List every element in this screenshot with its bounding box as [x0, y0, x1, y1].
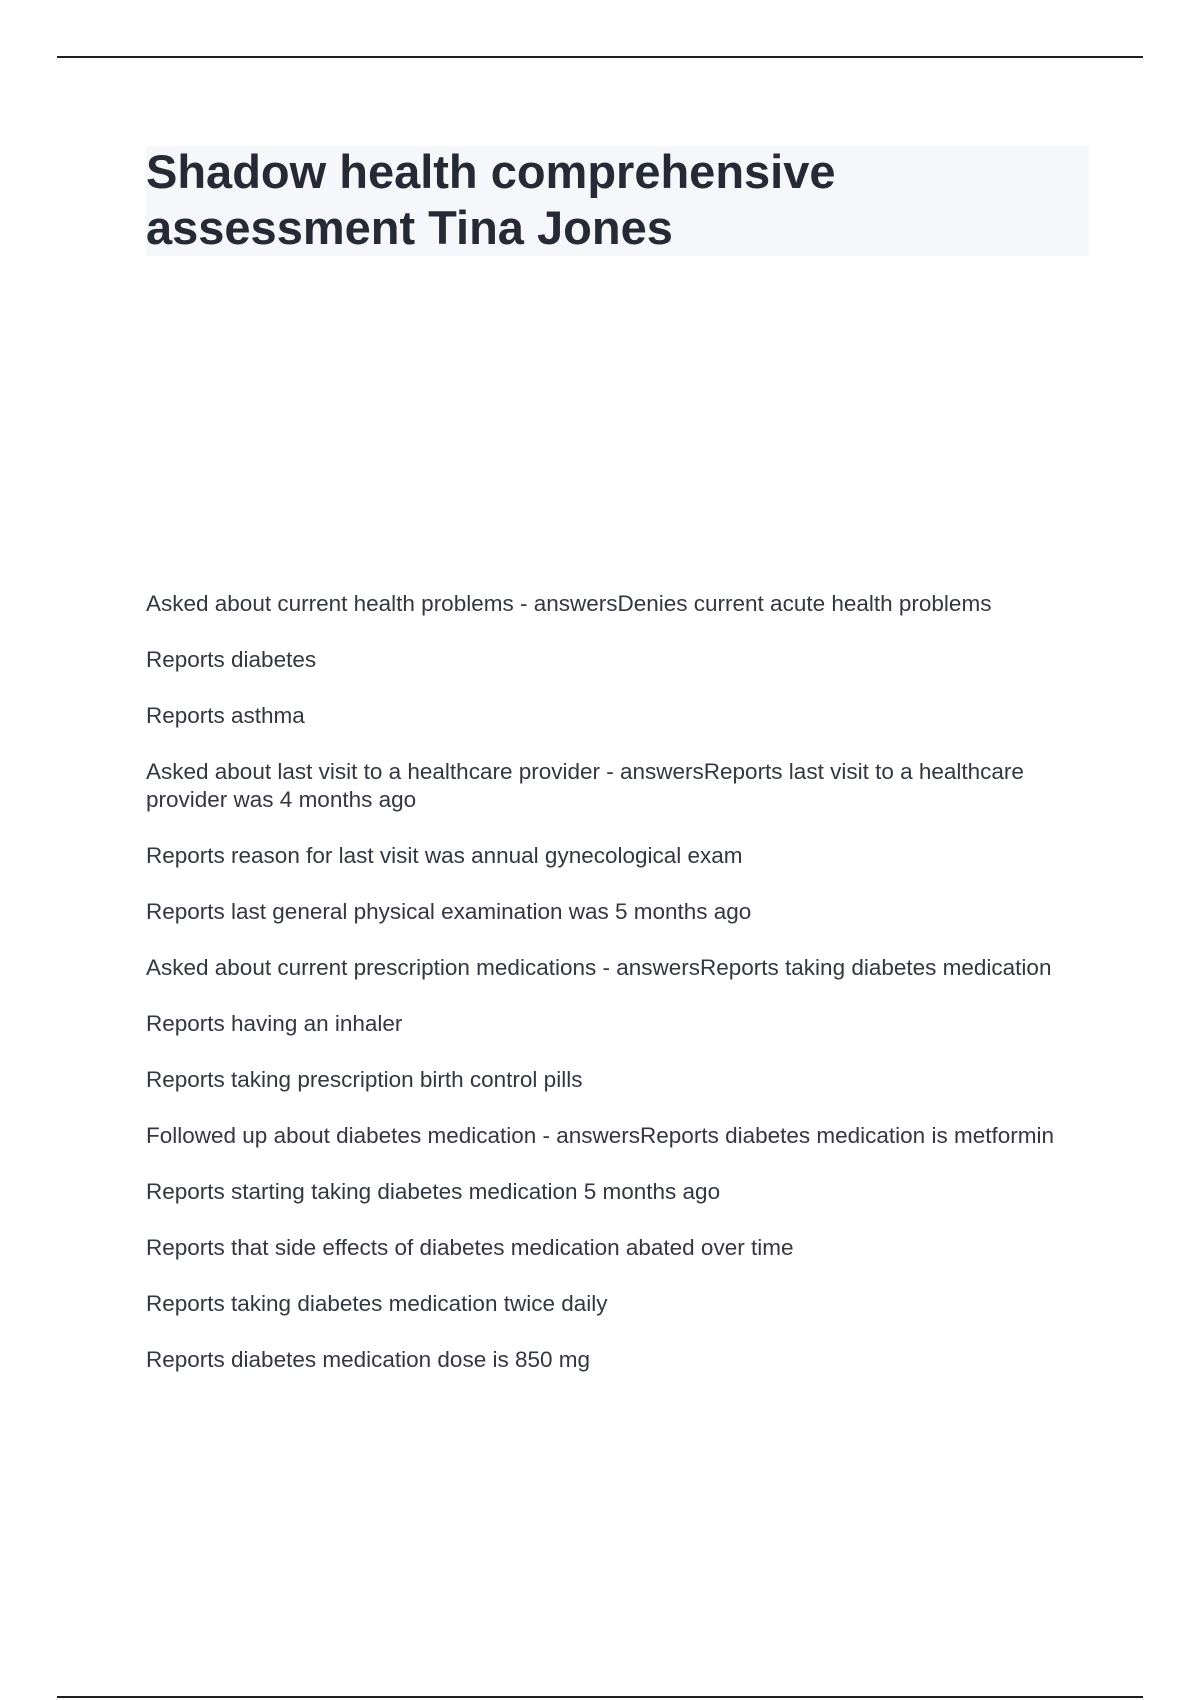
- list-item: Asked about last visit to a healthcare provider - answersReports last visit to a healthcare provider was 4 months ago: [146, 759, 1024, 812]
- list-item: Reports asthma: [146, 703, 305, 728]
- list-item: Reports reason for last visit was annual gynecological exam: [146, 843, 743, 868]
- list-item: Reports last general physical examination was 5 months ago: [146, 899, 752, 924]
- answer-list: [146, 590, 1076, 1402]
- list-item: Asked about current prescription medications - answersReports taking diabetes medication: [146, 955, 1052, 980]
- page-title: Shadow health comprehensive assessment Tina Jones: [146, 145, 836, 254]
- list-item: Reports having an inhaler: [146, 1011, 403, 1036]
- list-item: Reports taking prescription birth control pills: [146, 1067, 583, 1092]
- list-item: Reports taking diabetes medication twice daily: [146, 1291, 608, 1316]
- top-divider: [57, 56, 1143, 58]
- list-item: Asked about current health problems - answersDenies current acute health problems: [146, 591, 992, 616]
- list-item: Reports diabetes: [146, 647, 317, 672]
- bottom-divider: [57, 1696, 1143, 1698]
- list-item: Reports that side effects of diabetes medication abated over time: [146, 1235, 794, 1260]
- list-item: Reports starting taking diabetes medication 5 months ago: [146, 1179, 721, 1204]
- list-item: Followed up about diabetes medication - answersReports diabetes medication is metformin: [146, 1123, 1054, 1148]
- list-item: Reports diabetes medication dose is 850 mg: [146, 1347, 591, 1372]
